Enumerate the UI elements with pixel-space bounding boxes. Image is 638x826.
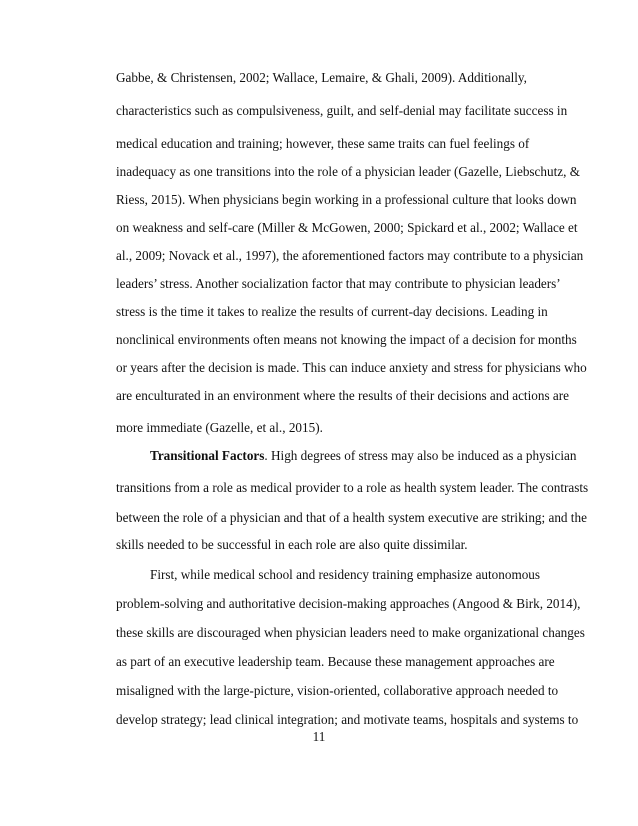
text-line: skills needed to be successful in each role are also quite dissimilar.	[116, 537, 468, 552]
text-line: as part of an executive leadership team. Because these management approaches are	[116, 654, 555, 669]
page-number: 11	[312, 729, 326, 744]
text-line: Gabbe, & Christensen, 2002; Wallace, Lemaire, & Ghali, 2009). Additionally,	[116, 70, 527, 85]
text-line: are enculturated in an environment where the results of their decisions and actions are	[116, 388, 569, 403]
text-line: more immediate (Gazelle, et al., 2015).	[116, 420, 323, 435]
text-line: develop strategy; lead clinical integration; and motivate teams, hospitals and systems to	[116, 712, 579, 727]
text-line: medical education and training; however, these same traits can fuel feelings of	[116, 136, 530, 151]
text-line: between the role of a physician and that of a health system executive are striking; and the	[116, 510, 587, 525]
text-line: or years after the decision is made. This can induce anxiety and stress for physicians who	[116, 360, 587, 375]
text-line: transitions from a role as medical provider to a role as health system leader. The contrasts	[116, 480, 589, 495]
text-line: stress is the time it takes to realize the results of current-day decisions. Leading in	[116, 304, 548, 319]
paragraph-first-line: First, while medical school and residency training emphasize autonomous	[150, 567, 541, 582]
text-line: problem-solving and authoritative decision-making approaches (Angood & Birk, 2014),	[116, 596, 581, 611]
text-line: characteristics such as compulsiveness, guilt, and self-denial may facilitate success in	[116, 103, 568, 118]
text-line: inadequacy as one transitions into the role of a physician leader (Gazelle, Liebschutz, &	[116, 164, 580, 179]
text-line: nonclinical environments often means not knowing the impact of a decision for months	[116, 332, 577, 347]
section-heading-line	[150, 448, 620, 464]
text-line: Riess, 2015). When physicians begin working in a professional culture that looks down	[116, 192, 577, 207]
heading-continuation: . High degrees of stress may also be induced as a physician	[264, 448, 577, 463]
section-heading: Transitional Factors	[150, 448, 265, 463]
text-line: misaligned with the large-picture, vision-oriented, collaborative approach needed to	[116, 683, 559, 698]
text-line: leaders’ stress. Another socialization factor that may contribute to physician leaders’	[116, 276, 561, 291]
text-line: al., 2009; Novack et al., 1997), the aforementioned factors may contribute to a physician	[116, 248, 584, 263]
text-line: on weakness and self-care (Miller & McGowen, 2000; Spickard et al., 2002; Wallace et	[116, 220, 578, 235]
text-line: these skills are discouraged when physician leaders need to make organizational changes	[116, 625, 585, 640]
